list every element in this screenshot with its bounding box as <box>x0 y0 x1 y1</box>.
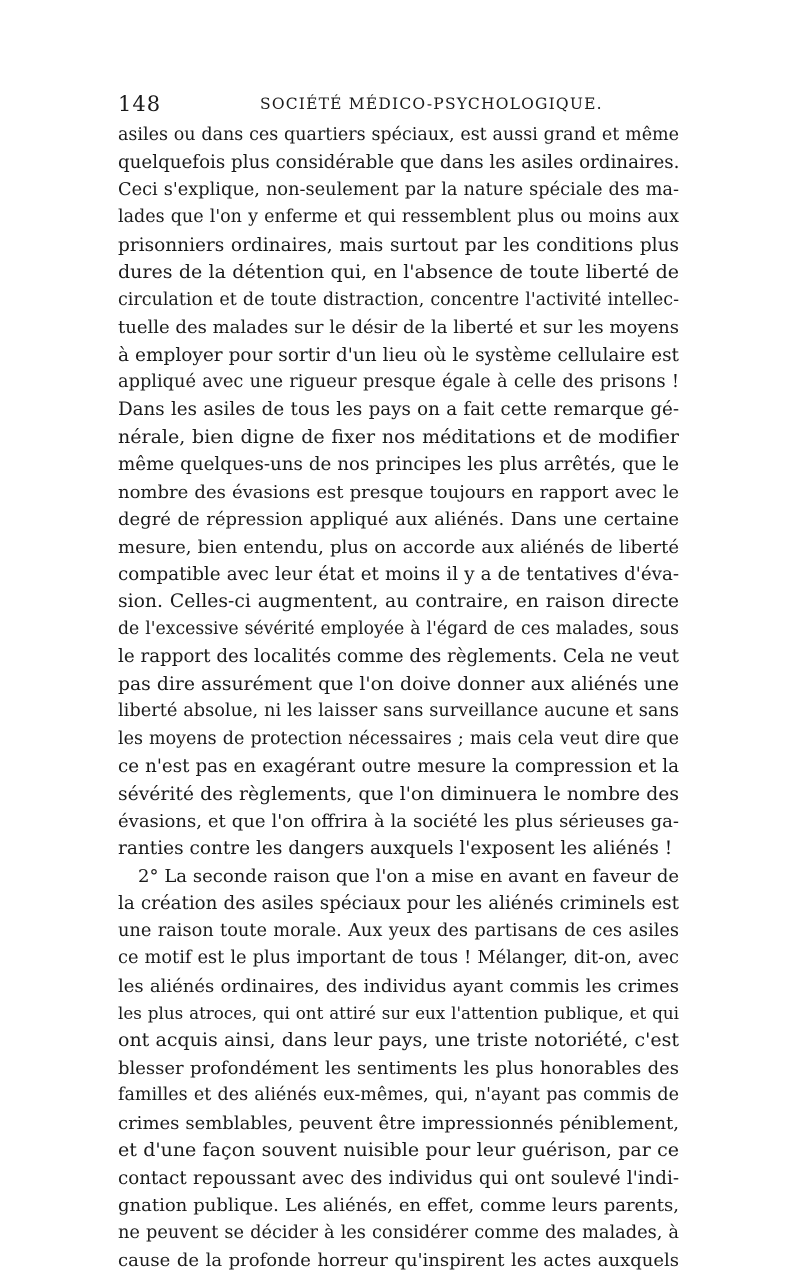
text-line: degré de répression appliqué aux aliénés. Dans une certaine <box>118 509 679 531</box>
text-line: 2° La seconde raison que l'on a mise en avant en faveur de <box>138 865 679 887</box>
text-line: asiles ou dans ces quartiers spéciaux, est aussi grand et même <box>118 125 679 145</box>
text-line: crimes semblables, peuvent être impressionnés péniblement, <box>118 1112 679 1134</box>
text-line: nérale, bien digne de fixer nos méditations et de modifier <box>118 425 679 448</box>
text-line: nombre des évasions est presque toujours en rapport avec le <box>118 481 679 503</box>
text-line: quelquefois plus considérable que dans les asiles ordinaires. <box>118 152 679 174</box>
text-line: ne peuvent se décider à les considérer comme des malades, à <box>118 1222 679 1243</box>
text-line: évasions, et que l'on offrira à la société les plus sérieuses ga- <box>118 810 679 832</box>
text-line: liberté absolue, ni les laisser sans surveillance aucune et sans <box>118 701 679 722</box>
text-line: à employer pour sortir d'un lieu où le système cellulaire est <box>118 344 679 366</box>
text-line: ranties contre les dangers auxquels l'exposent les aliénés ! <box>118 838 673 860</box>
text-line: les aliénés ordinaires, des individus ayant commis les crimes <box>118 975 679 997</box>
text-line: ce n'est pas en exagérant outre mesure la compression et la <box>118 756 679 778</box>
text-line: le rapport des localités comme des règlements. Cela ne veut <box>118 646 679 668</box>
text-line: même quelques-uns de nos principes les plus arrêtés, que le <box>118 454 679 476</box>
text-line: de l'excessive sévérité employée à l'égard de ces malades, sous <box>118 618 679 639</box>
body-text <box>118 122 679 1274</box>
text-line: pas dire assurément que l'on doive donner aux aliénés une <box>118 673 679 695</box>
text-line: ont acquis ainsi, dans leur pays, une triste notoriété, c'est <box>118 1029 679 1052</box>
text-line: Ceci s'explique, non-seulement par la nature spéciale des ma- <box>118 179 679 200</box>
text-line: dures de la détention qui, en l'absence de toute liberté de <box>118 261 679 284</box>
text-line: une raison toute morale. Aux yeux des partisans de ces asiles <box>118 920 679 941</box>
text-line: gnation publique. Les aliénés, en effet, comme leurs parents, <box>118 1195 679 1217</box>
text-line: la création des asiles spéciaux pour les aliénés criminels est <box>118 893 679 915</box>
text-line: sion. Celles-ci augmentent, au contraire, en raison directe <box>118 591 679 613</box>
text-line: lades que l'on y enferme et qui ressemblent plus ou moins aux <box>118 207 679 228</box>
text-line: circulation et de toute distraction, concentre l'activité intellec- <box>118 289 679 310</box>
page-header <box>118 92 678 118</box>
text-line: et d'une façon souvent nuisible pour leur guérison, par ce <box>118 1139 679 1162</box>
text-line: blesser profondément les sentiments les plus honorables des <box>118 1057 679 1079</box>
page-number: 148 <box>118 92 162 116</box>
text-line: les moyens de protection nécessaires ; mais cela veut dire que <box>118 728 679 749</box>
text-line: les plus atroces, qui ont attiré sur eux l'attention publique, et qui <box>118 1003 679 1023</box>
text-line: appliqué avec une rigueur presque égale à celle des prisons ! <box>118 371 679 392</box>
text-line: ce motif est le plus important de tous ! Mélanger, dit-on, avec <box>118 948 679 969</box>
text-line: familles et des aliénés eux-mêmes, qui, n'ayant pas commis de <box>118 1085 679 1106</box>
text-line: prisonniers ordinaires, mais surtout par les conditions plus <box>118 234 679 256</box>
text-line: mesure, bien entendu, plus on accorde aux aliénés de liberté <box>118 536 679 558</box>
running-head: SOCIÉTÉ MÉDICO-PSYCHOLOGIQUE. <box>260 95 603 113</box>
text-line: sévérité des règlements, que l'on diminuera le nombre des <box>118 783 679 805</box>
text-line: contact repoussant avec des individus qui ont soulevé l'indi- <box>118 1167 679 1189</box>
text-line: compatible avec leur état et moins il y a de tentatives d'éva- <box>118 564 679 585</box>
text-line: tuelle des malades sur le désir de la liberté et sur les moyens <box>118 317 679 339</box>
text-line: Dans les asiles de tous les pays on a fait cette remarque gé- <box>118 399 679 421</box>
text-line: cause de la profonde horreur qu'inspirent les actes auxquels <box>118 1249 679 1271</box>
